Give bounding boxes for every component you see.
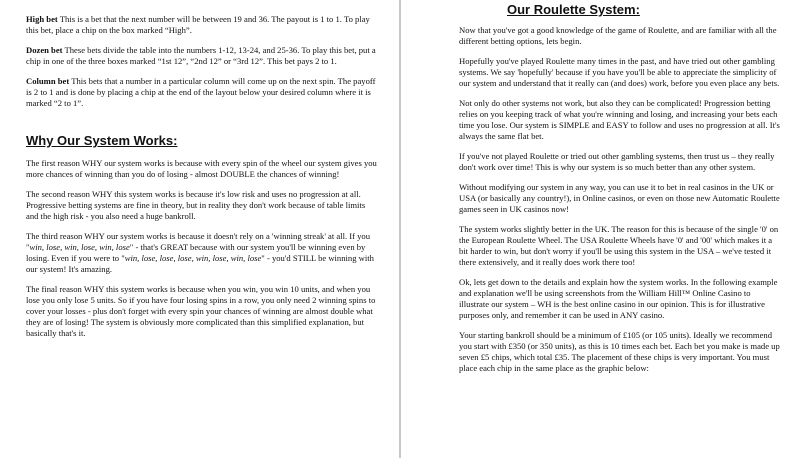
why-paragraph-1: The first reason WHY our system works is because with every spin of the wheel our system gives you more chances of winning than you do of losing - almost DOUBLE the chances of winning! bbox=[26, 158, 377, 179]
system-paragraph-6: The system works slightly better in the UK. The reason for this is because of the single '0' on the European Roulette Wheel. The USA Roulette Wheels have '0' and '00' which makes it a bit harder to win, but don't worry if you'll be using this system in the USA – we've tested it there extensively, and it really does work there too! bbox=[459, 224, 779, 267]
why-system-works-heading: Why Our System Works: bbox=[26, 133, 178, 148]
why-paragraph-3-sequence-2: win, lose, lose, lose, win, lose, win, lose bbox=[124, 253, 262, 263]
dozen-bet-paragraph bbox=[26, 45, 379, 67]
dozen-bet-term: Dozen bet bbox=[26, 45, 63, 55]
why-paragraph-3-part-e: " - you'd STILL be winning with our system! It's amazing. bbox=[26, 253, 374, 274]
high-bet-paragraph bbox=[26, 14, 379, 36]
high-bet-term: High bet bbox=[26, 14, 58, 24]
system-paragraph-7: Ok, lets get down to the details and explain how the system works. In the following example and explanation we'll be using screenshots from the William Hill™ Online Casino to illustrate our system – WH is the best online casino in our opinion. This is for illustrative purposes only, and remember it can be used in ANY casino. bbox=[459, 277, 778, 320]
why-paragraph-3-part-a: The third reason WHY our system works is because it doesn't rely on a 'winning streak' at all. If you " bbox=[26, 231, 371, 252]
system-paragraph-1: Now that you've got a good knowledge of the game of Roulette, and are familiar with all the different betting options, lets begin. bbox=[459, 25, 777, 46]
column-bet-term: Column bet bbox=[26, 76, 70, 86]
right-page bbox=[401, 0, 800, 458]
why-paragraph-3 bbox=[26, 231, 379, 275]
high-bet-text: This is a bet that the next number will be between 19 and 36. The payout is 1 to 1. To play this bet, place a chip on the box marked “High”. bbox=[26, 14, 370, 35]
system-paragraph-5: Without modifying our system in any way, you can use it to bet in real casinos in the UK or USA (or basically any country!), in Online casinos, or even on those new Automatic Roulette games seen in UK casinos now! bbox=[459, 182, 780, 214]
column-bet-paragraph bbox=[26, 76, 379, 109]
why-paragraph-4: The final reason WHY this system works is because when you win, you win 10 units, and when you lose you only lose 5 units. So if you have four losing spins in a row, you only need 2 winning spins to cover your losses - plus don't forget with every spin your chances of winning are almost double what they are of losing! The system is obviously more complicated than this simplified explanation, but basically that's it. bbox=[26, 284, 376, 338]
column-bet-text: This bets that a number in a particular column will come up on the next spin. The payoff is 2 to 1 and is done by placing a chip at the end of the layout below your desired column where it is marked “2 to 1”. bbox=[26, 76, 376, 108]
why-paragraph-3-sequence-1: win, lose, win, lose, win, lose bbox=[29, 242, 130, 252]
roulette-system-heading: Our Roulette System: bbox=[507, 2, 640, 17]
system-paragraph-2: Hopefully you've played Roulette many times in the past, and have tried out other gambling systems. We say 'hopefully' because if you have you'll be able to appreciate the simplicity of our system and understand that it really can (and does) work, before you even place any bets. bbox=[459, 56, 780, 88]
system-paragraph-8: Your starting bankroll should be a minimum of £105 (or 105 units). Ideally we recommend you start with £350 (or 350 units), as this is 10 times each bet. Each bet you make is made up seven £5 chips, which total £35. The placement of these chips is very important. You must place each chip in the same place as the graphic below: bbox=[459, 330, 780, 373]
why-paragraph-2: The second reason WHY this system works is because it's low risk and uses no progression at all. Progressive betting systems are fine in theory, but in reality they don't work because of table limits and the high risk - you also need a huge bankroll. bbox=[26, 189, 366, 221]
why-paragraph-3-part-c: " - that's GREAT because with our system you'll be winning even by losing. Even if you were to " bbox=[26, 242, 366, 263]
system-paragraph-4: If you've not played Roulette or tried out other gambling systems, then trust us – they really don't work over time! This is why our system is so much better than any other system. bbox=[459, 151, 775, 172]
left-page bbox=[0, 0, 399, 458]
system-paragraph-3: Not only do other systems not work, but also they can be complicated! Progression betting relies on you keeping track of what you're winning and losing, and increasing your bets each time you lose. Our system is SIMPLE and EASY to follow and uses no progression at all. It's always the same flat bet. bbox=[459, 98, 780, 141]
dozen-bet-text: These bets divide the table into the numbers 1-12, 13-24, and 25-36. To play this bet, put a chip in one of the three boxes marked “1st 12”, “2nd 12” or “3rd 12”. This bet pays 2 to 1. bbox=[26, 45, 376, 66]
